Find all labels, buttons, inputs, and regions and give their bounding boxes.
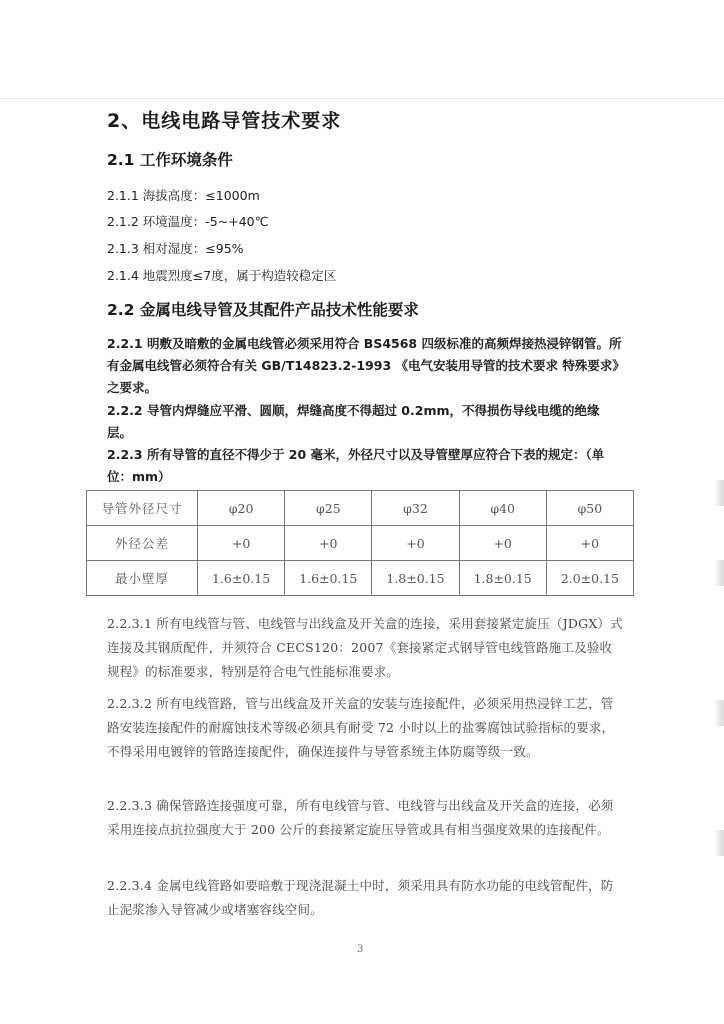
- item-temperature: 2.1.2 环境温度：-5~+40℃: [107, 214, 269, 229]
- conduit-spec-table: [86, 490, 634, 596]
- paragraph-2-2-3: 2.2.3 所有导管的直径不得少于 20 毫米，外径尺寸以及导管壁厚应符合下表的规定：（单位：mm）: [107, 447, 605, 484]
- scan-edge-mark: [714, 830, 724, 856]
- table-cell: 2.0±0.15: [546, 561, 633, 596]
- table-cell: +0: [285, 526, 372, 561]
- paragraph-2-2-1: 2.2.1 明敷及暗敷的金属电线管必须采用符合 BS4568 四级标准的高频焊接热浸锌钢管。所有金属电线管必须符合有关 GB/T14823.2-1993 《电气安装用导管的技术要求 特殊要求》之要求。: [107, 336, 622, 395]
- table-cell: 1.8±0.15: [459, 561, 546, 596]
- paragraph-2-2-3-1: 2.2.3.1 所有电线管与管、电线管与出线盒及开关盒的连接，采用套接紧定旋压（JDGX）式连接及其钢质配件，并须符合 CECS120：2007《套接紧定式钢导管电线管路施工及验收规程》的标准要求，特别是符合电气性能标准要求。: [107, 616, 623, 679]
- item-seismic: 2.1.4 地震烈度≤7度，属于构造较稳定区: [107, 268, 337, 283]
- item-altitude: 2.1.1 海拔高度：≤1000m: [107, 188, 260, 203]
- table-cell: 外径公差: [87, 526, 198, 561]
- table-cell: φ40: [459, 491, 546, 526]
- paragraph-2-2-3-4: 2.2.3.4 金属电线管路如要暗敷于现浇混凝土中时，须采用具有防水功能的电线管配件，防止泥浆渗入导管减少或堵塞容线空间。: [107, 878, 614, 917]
- table-cell: 1.6±0.15: [198, 561, 285, 596]
- table-cell: 导管外径尺寸: [87, 491, 198, 526]
- paragraph-2-2-3-2: 2.2.3.2 所有电线管路，管与出线盒及开关盒的安装与连接配件，必须采用热浸锌工艺，管路安装连接配件的耐腐蚀技术等级必须具有耐受 72 小时以上的盐雾腐蚀试验指标的要求，不得采用电镀锌的管路连接配件，确保连接件与导管系统主体防腐等级一致。: [107, 696, 615, 759]
- item-humidity: 2.1.3 相对湿度：≤95%: [107, 241, 244, 256]
- scan-edge-mark: [714, 560, 724, 586]
- scan-edge-line: [0, 98, 724, 99]
- section-heading: 2、电线电路导管技术要求: [107, 110, 342, 132]
- table-cell: 1.8±0.15: [372, 561, 459, 596]
- table-cell: +0: [372, 526, 459, 561]
- table-cell: φ20: [198, 491, 285, 526]
- page-number: 3: [357, 944, 364, 955]
- section-2-2-title: 2.2 金属电线导管及其配件产品技术性能要求: [107, 301, 419, 319]
- table-row: [87, 491, 634, 526]
- table-cell: +0: [198, 526, 285, 561]
- section-2-1-title: 2.1 工作环境条件: [107, 151, 233, 169]
- table-row: [87, 526, 634, 561]
- table-cell: +0: [459, 526, 546, 561]
- table-cell: 1.6±0.15: [285, 561, 372, 596]
- table-cell: φ32: [372, 491, 459, 526]
- table-row: [87, 561, 634, 596]
- scan-edge-mark: [714, 700, 724, 726]
- table-cell: φ50: [546, 491, 633, 526]
- table-cell: +0: [546, 526, 633, 561]
- paragraph-2-2-2: 2.2.2 导管内焊缝应平滑、圆顺，焊缝高度不得超过 0.2mm，不得损伤导线电缆的绝缘层。: [107, 403, 600, 440]
- paragraph-2-2-3-3: 2.2.3.3 确保管路连接强度可靠，所有电线管与管、电线管与出线盒及开关盒的连接，必须采用连接点抗拉强度大于 200 公斤的套接紧定旋压导管或具有相当强度效果的连接配件。: [107, 798, 614, 837]
- scan-edge-mark: [714, 480, 724, 506]
- table-cell: 最小壁厚: [87, 561, 198, 596]
- table-cell: φ25: [285, 491, 372, 526]
